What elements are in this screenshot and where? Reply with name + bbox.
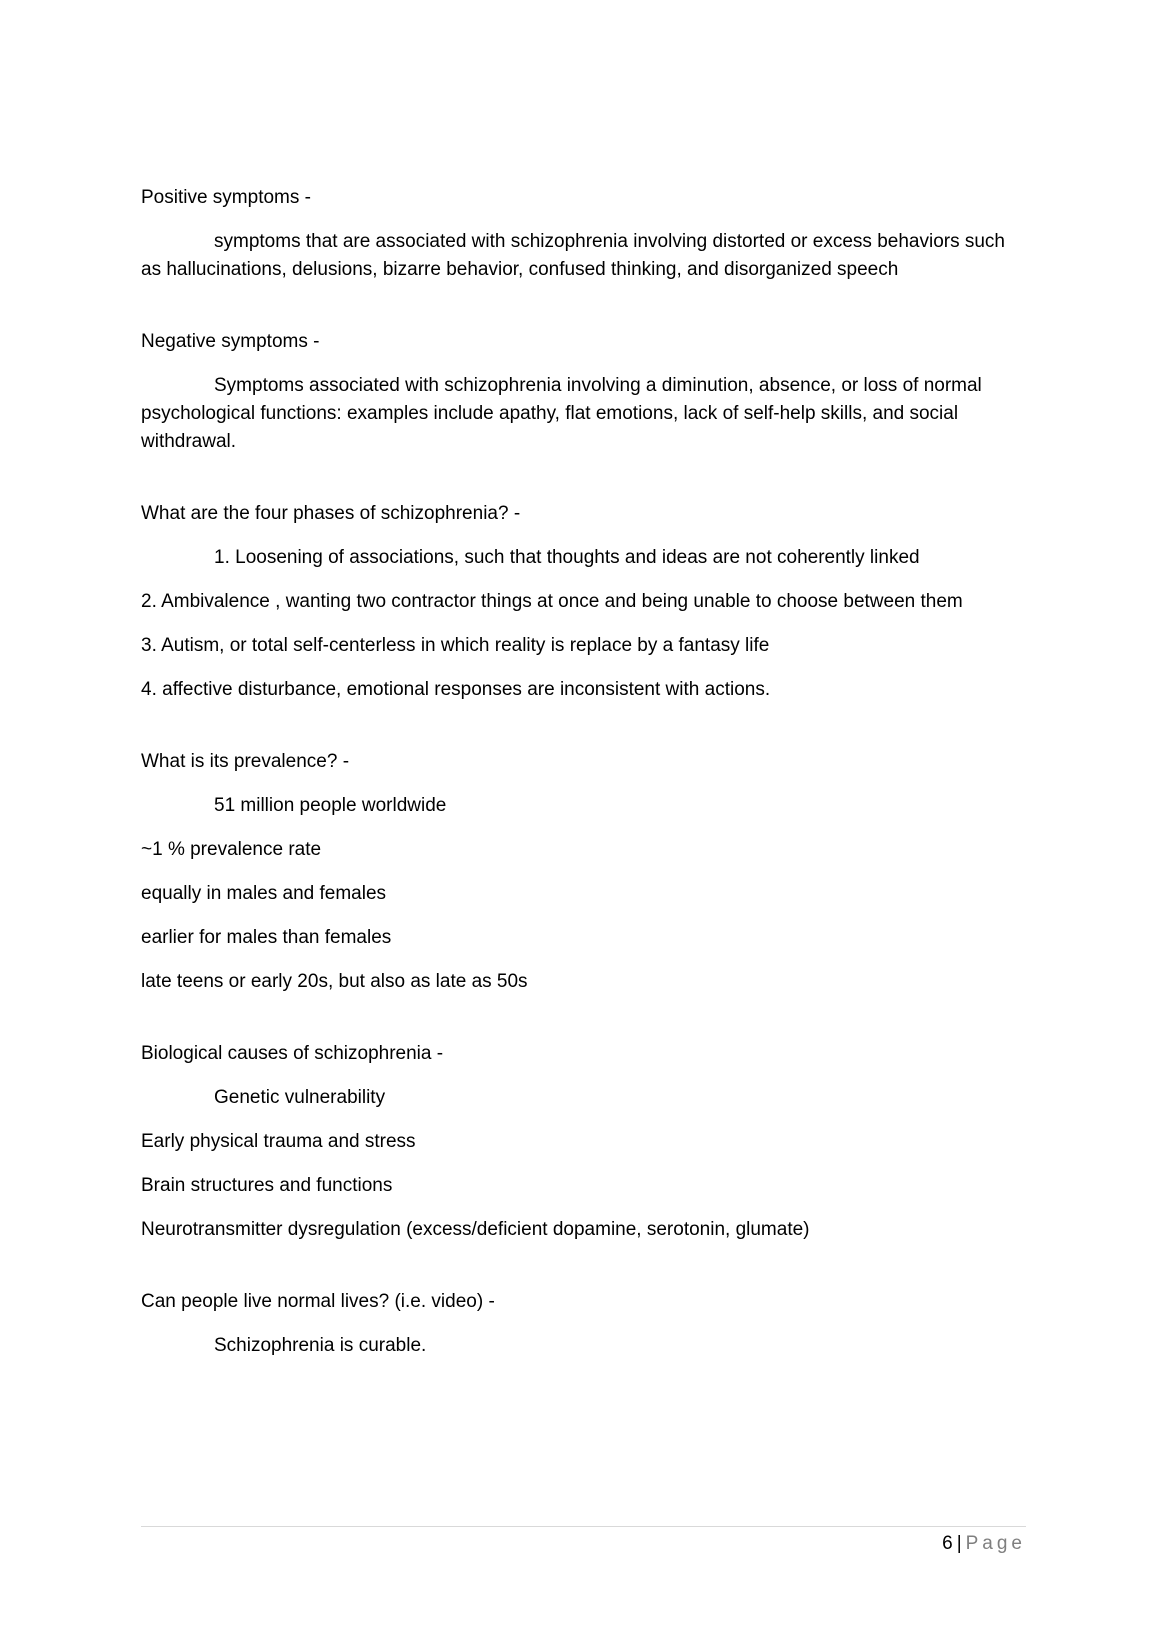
question-heading: What are the four phases of schizophrenia? -	[141, 503, 521, 524]
answer-text: Early physical trauma and stress	[141, 1131, 416, 1152]
answer-text: Brain structures and functions	[141, 1175, 393, 1196]
page-label: Page	[965, 1533, 1026, 1554]
answer-text: 4. affective disturbance, emotional responses are inconsistent with actions.	[141, 679, 771, 700]
answer-text: Neurotransmitter dysregulation (excess/deficient dopamine, serotonin, glumate)	[141, 1219, 810, 1240]
answer-text: 3. Autism, or total self-centerless in which reality is replace by a fantasy life	[141, 635, 770, 656]
question-heading: Positive symptoms -	[141, 187, 311, 208]
qa-section-negative-symptoms	[141, 328, 1026, 456]
answer-text: Schizophrenia is curable.	[214, 1335, 427, 1356]
answer-text: 1. Loosening of associations, such that thoughts and ideas are not coherently linked	[214, 547, 920, 568]
qa-section-normal-lives	[141, 1288, 1026, 1360]
page-number: 6	[942, 1533, 953, 1554]
question-heading: Can people live normal lives? (i.e. video) -	[141, 1291, 495, 1312]
answer-text: Genetic vulnerability	[214, 1087, 386, 1108]
question-heading: What is its prevalence? -	[141, 751, 350, 772]
qa-section-prevalence	[141, 748, 1026, 996]
page-footer	[942, 1531, 1026, 1557]
answer-text: late teens or early 20s, but also as late as 50s	[141, 971, 528, 992]
answer-text: earlier for males than females	[141, 927, 392, 948]
answer-text: 2. Ambivalence , wanting two contractor things at once and being unable to choose between them	[141, 591, 963, 612]
answer-text: 51 million people worldwide	[214, 795, 447, 816]
footer-divider	[141, 1526, 1026, 1527]
qa-section-four-phases	[141, 500, 1026, 704]
document-body	[141, 184, 1026, 1376]
answer-text: ~1 % prevalence rate	[141, 839, 322, 860]
answer-text: Symptoms associated with schizophrenia involving a diminution, absence, or loss of normal psychological functions: examples include apathy, flat emotions, lack of self-help skills, and social withdrawal.	[141, 375, 982, 452]
qa-section-positive-symptoms	[141, 184, 1026, 284]
answer-text: symptoms that are associated with schizophrenia involving distorted or excess behaviors such as hallucinations, delusions, bizarre behavior, confused thinking, and disorganized speech	[141, 231, 1005, 280]
qa-section-biological-causes	[141, 1040, 1026, 1244]
question-heading: Negative symptoms -	[141, 331, 320, 352]
answer-text: equally in males and females	[141, 883, 387, 904]
question-heading: Biological causes of schizophrenia -	[141, 1043, 444, 1064]
footer-separator: |	[956, 1533, 962, 1554]
